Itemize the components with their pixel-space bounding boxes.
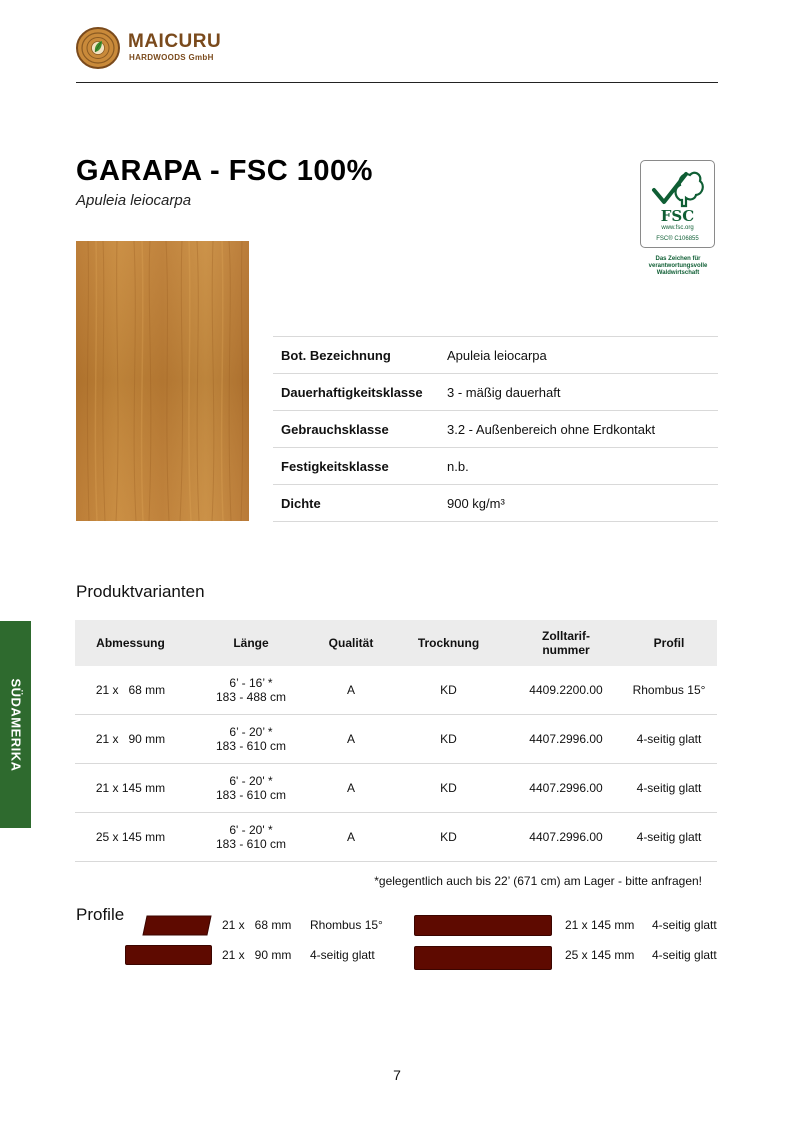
profile-rect-shape bbox=[414, 915, 552, 936]
cell-abmessung: 21 x 90 mm bbox=[75, 715, 186, 764]
cell-abmessung: 21 x 68 mm bbox=[75, 666, 186, 715]
table-row bbox=[75, 715, 717, 764]
profile-type: 4-seitig glatt bbox=[310, 948, 375, 962]
cell-laenge: 6' - 20' * 183 - 610 cm bbox=[186, 813, 316, 862]
property-key: Bot. Bezeichnung bbox=[273, 337, 445, 374]
wood-sample-image bbox=[76, 241, 249, 521]
region-side-label: SÜDAMERIKA bbox=[8, 677, 23, 772]
cell-trocknung: KD bbox=[386, 764, 511, 813]
fsc-label: FSC bbox=[660, 207, 695, 225]
cell-profil: 4-seitig glatt bbox=[621, 813, 717, 862]
cell-qualitaet: A bbox=[316, 764, 386, 813]
cell-trocknung: KD bbox=[386, 715, 511, 764]
cell-profil: 4-seitig glatt bbox=[621, 715, 717, 764]
fsc-license-code: FSC® C106855 bbox=[656, 236, 699, 242]
variants-section-title: Produktvarianten bbox=[76, 582, 205, 601]
cell-laenge: 6’ - 20’ * 183 - 610 cm bbox=[186, 715, 316, 764]
property-value: 3 - mäßig dauerhaft bbox=[445, 374, 718, 411]
cell-abmessung: 25 x 145 mm bbox=[75, 813, 186, 862]
cell-profil: Rhombus 15° bbox=[621, 666, 717, 715]
fsc-tree-check-icon bbox=[650, 166, 705, 208]
profile-dimension: 21 x 68 mm bbox=[222, 918, 292, 932]
table-row bbox=[75, 666, 717, 715]
properties-table bbox=[273, 336, 718, 522]
brand-name: MAICURU bbox=[128, 31, 222, 52]
profile-rhombus-shape bbox=[142, 915, 212, 936]
cell-abmessung: 21 x 145 mm bbox=[75, 764, 186, 813]
col-header-trocknung: Trocknung bbox=[386, 620, 511, 666]
property-row bbox=[273, 411, 718, 448]
property-row bbox=[273, 448, 718, 485]
variants-table bbox=[75, 620, 717, 862]
brand-subtitle: HARDWOODS GmbH bbox=[129, 53, 214, 62]
profile-type: Rhombus 15° bbox=[310, 918, 383, 932]
property-key: Gebrauchsklasse bbox=[273, 411, 445, 448]
cell-zolltarif: 4407.2996.00 bbox=[511, 764, 621, 813]
cell-trocknung: KD bbox=[386, 666, 511, 715]
profile-dimension: 21 x 90 mm bbox=[222, 948, 292, 962]
profile-rect-shape bbox=[414, 946, 552, 970]
property-value: 3.2 - Außenbereich ohne Erdkontakt bbox=[445, 411, 718, 448]
col-header-abmessung: Abmessung bbox=[75, 620, 186, 666]
variants-header-row bbox=[75, 620, 717, 666]
cell-zolltarif: 4407.2996.00 bbox=[511, 813, 621, 862]
col-header-profil: Profil bbox=[621, 620, 717, 666]
page-title: GARAPA - FSC 100% bbox=[76, 155, 373, 187]
profile-type: 4-seitig glatt bbox=[652, 918, 717, 932]
property-key: Dauerhaftigkeitsklasse bbox=[273, 374, 445, 411]
property-row bbox=[273, 485, 718, 522]
property-row bbox=[273, 374, 718, 411]
property-value: n.b. bbox=[445, 448, 718, 485]
botanical-name: Apuleia leiocarpa bbox=[76, 192, 192, 209]
cell-trocknung: KD bbox=[386, 813, 511, 862]
col-header-qualitaet: Qualität bbox=[316, 620, 386, 666]
header-divider bbox=[76, 82, 718, 83]
cell-zolltarif: 4407.2996.00 bbox=[511, 715, 621, 764]
property-key: Festigkeitsklasse bbox=[273, 448, 445, 485]
fsc-caption: Das Zeichen für verantwortungsvolle Waldwirtschaft bbox=[648, 256, 708, 276]
company-logo-icon bbox=[76, 27, 120, 69]
property-row bbox=[273, 337, 718, 374]
profile-type: 4-seitig glatt bbox=[652, 948, 717, 962]
table-row bbox=[75, 764, 717, 813]
property-value: 900 kg/m³ bbox=[445, 485, 718, 522]
table-row bbox=[75, 813, 717, 862]
cell-qualitaet: A bbox=[316, 666, 386, 715]
cell-profil: 4-seitig glatt bbox=[621, 764, 717, 813]
col-header-zolltarif: Zolltarif- nummer bbox=[511, 620, 621, 666]
property-value: Apuleia leiocarpa bbox=[445, 337, 718, 374]
cell-laenge: 6' - 20' * 183 - 610 cm bbox=[186, 764, 316, 813]
profile-dimension: 25 x 145 mm bbox=[565, 948, 635, 962]
variants-footnote: *gelegentlich auch bis 22’ (671 cm) am Lager - bitte anfragen! bbox=[374, 874, 702, 888]
property-key: Dichte bbox=[273, 485, 445, 522]
cell-zolltarif: 4409.2200.00 bbox=[511, 666, 621, 715]
cell-qualitaet: A bbox=[316, 715, 386, 764]
profiles-section-title: Profile bbox=[76, 905, 125, 924]
cell-qualitaet: A bbox=[316, 813, 386, 862]
cell-laenge: 6’ - 16’ * 183 - 488 cm bbox=[186, 666, 316, 715]
page-number: 7 bbox=[393, 1067, 401, 1083]
profile-rect-shape bbox=[125, 945, 212, 965]
profile-dimension: 21 x 145 mm bbox=[565, 918, 635, 932]
fsc-url: www.fsc.org bbox=[661, 225, 694, 231]
col-header-laenge: Länge bbox=[186, 620, 316, 666]
